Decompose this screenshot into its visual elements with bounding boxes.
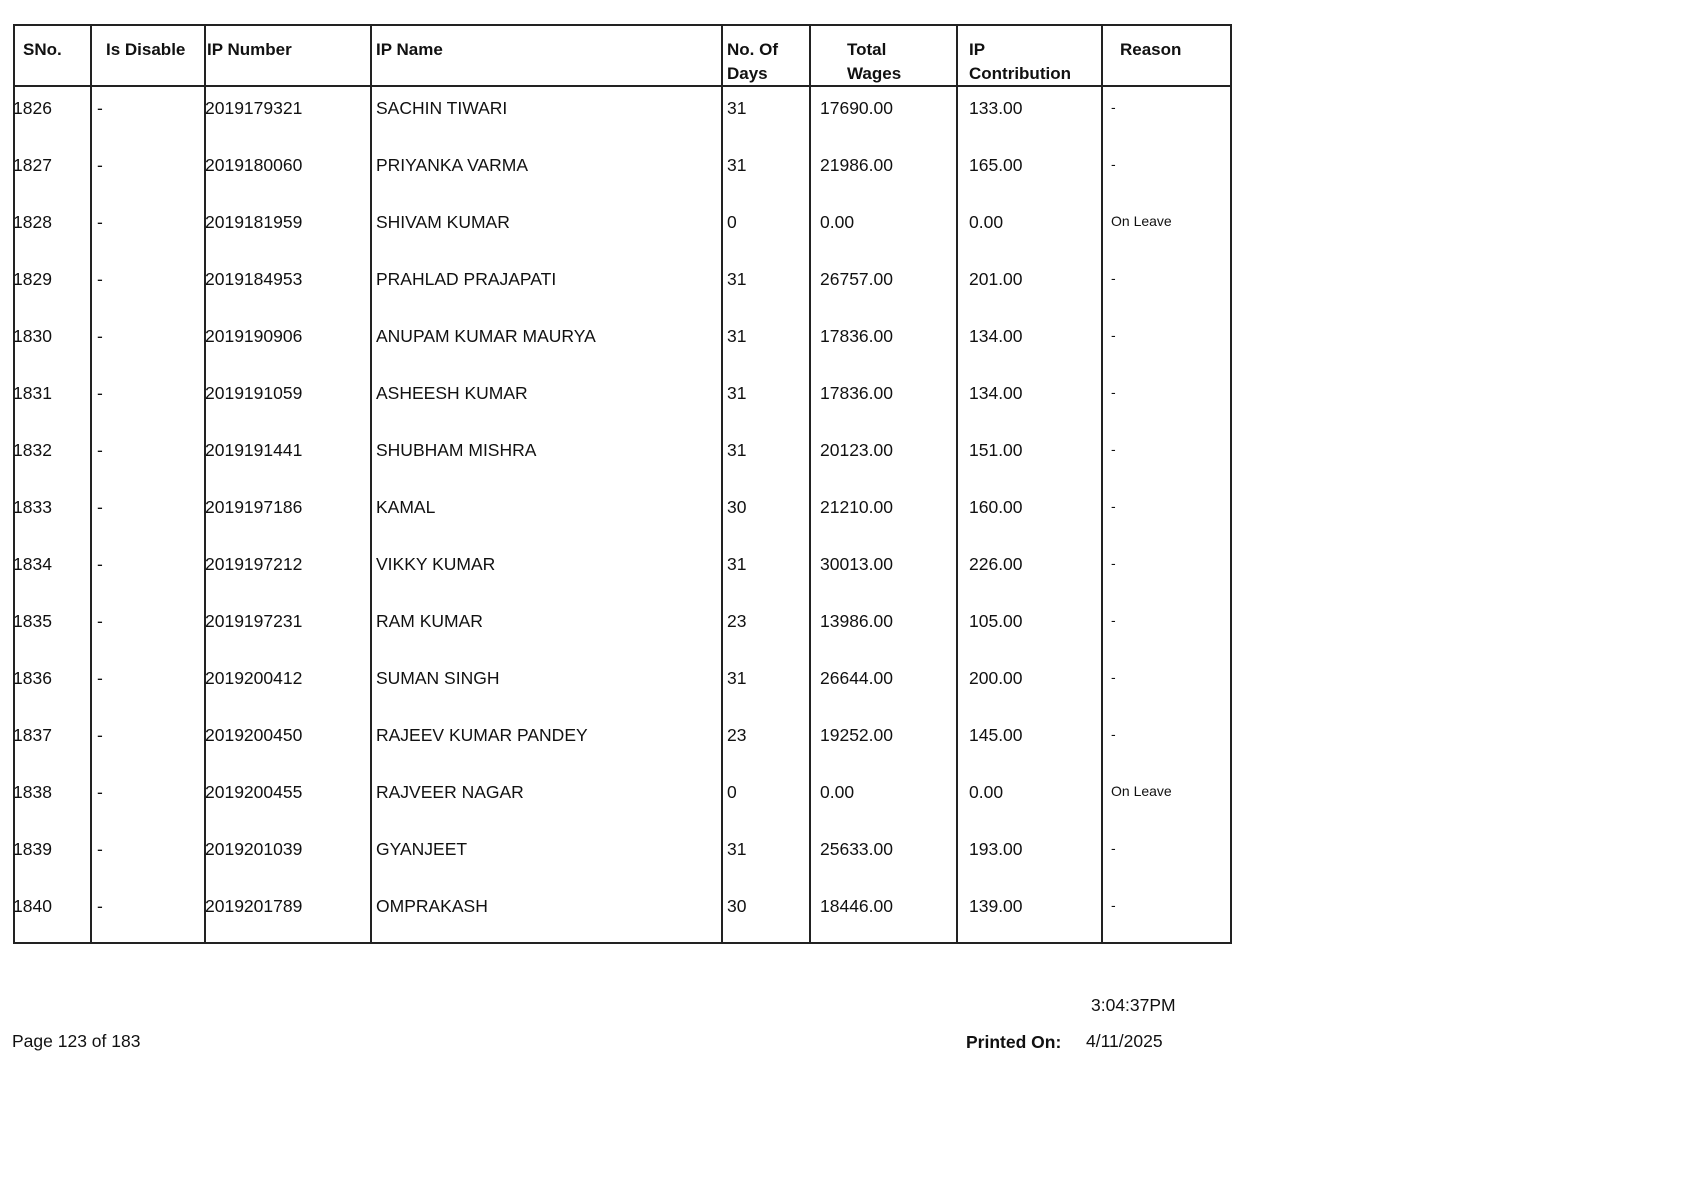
cell-reason: On Leave	[1111, 783, 1172, 799]
cell-wages: 21210.00	[820, 497, 893, 517]
table-row	[15, 657, 1230, 714]
cell-wages: 30013.00	[820, 554, 893, 574]
cell-sno: 1826	[13, 98, 52, 118]
cell-wages: 25633.00	[820, 839, 893, 859]
cell-sno: 1830	[13, 326, 52, 346]
cell-wages: 0.00	[820, 212, 855, 232]
cell-contribution: 105.00	[969, 611, 1023, 631]
header-days-line1: No. Of	[727, 40, 778, 59]
cell-is-disable: -	[97, 554, 103, 574]
cell-ip-name: KAMAL	[376, 497, 436, 517]
cell-contribution: 134.00	[969, 383, 1023, 403]
cell-contribution: 201.00	[969, 269, 1023, 289]
cell-ip-number: 2019190906	[205, 326, 303, 346]
table-row	[15, 87, 1230, 144]
cell-days: 23	[727, 725, 747, 745]
cell-days: 31	[727, 383, 747, 403]
cell-days: 30	[727, 896, 747, 916]
printed-on-label: Printed On:	[966, 1032, 1062, 1052]
cell-sno: 1835	[13, 611, 52, 631]
cell-reason: -	[1111, 270, 1116, 286]
table-row	[15, 201, 1230, 258]
cell-wages: 17690.00	[820, 98, 893, 118]
cell-ip-number: 2019200455	[205, 782, 303, 802]
cell-reason: -	[1111, 669, 1116, 685]
cell-ip-name: SACHIN TIWARI	[376, 98, 508, 118]
cell-wages: 13986.00	[820, 611, 893, 631]
cell-days: 31	[727, 269, 747, 289]
page-info: Page 123 of 183	[12, 1031, 141, 1051]
cell-ip-number: 2019200450	[205, 725, 303, 745]
cell-contribution: 226.00	[969, 554, 1023, 574]
cell-days: 0	[727, 212, 737, 232]
cell-ip-name: RAM KUMAR	[376, 611, 483, 631]
cell-is-disable: -	[97, 725, 103, 745]
cell-ip-number: 2019197212	[205, 554, 303, 574]
cell-days: 31	[727, 554, 747, 574]
header-wages-line1: Total	[847, 40, 887, 59]
table-row	[15, 885, 1230, 942]
cell-reason: -	[1111, 441, 1116, 457]
cell-ip-number: 2019184953	[205, 269, 303, 289]
cell-ip-number: 2019180060	[205, 155, 303, 175]
cell-is-disable: -	[97, 839, 103, 859]
cell-is-disable: -	[97, 155, 103, 175]
header-ip-name: IP Name	[376, 40, 443, 59]
cell-ip-name: GYANJEET	[376, 839, 468, 859]
cell-is-disable: -	[97, 212, 103, 232]
cell-days: 23	[727, 611, 747, 631]
table-row	[15, 372, 1230, 429]
cell-ip-number: 2019201789	[205, 896, 303, 916]
cell-is-disable: -	[97, 383, 103, 403]
header-sno: SNo.	[23, 40, 62, 59]
cell-days: 31	[727, 98, 747, 118]
cell-is-disable: -	[97, 269, 103, 289]
cell-sno: 1833	[13, 497, 52, 517]
cell-is-disable: -	[97, 782, 103, 802]
cell-ip-name: SHIVAM KUMAR	[376, 212, 510, 232]
cell-ip-number: 2019181959	[205, 212, 303, 232]
cell-sno: 1827	[13, 155, 52, 175]
cell-contribution: 160.00	[969, 497, 1023, 517]
header-reason: Reason	[1120, 40, 1182, 59]
cell-ip-number: 2019191059	[205, 383, 303, 403]
cell-ip-name: PRIYANKA VARMA	[376, 155, 529, 175]
cell-days: 31	[727, 839, 747, 859]
cell-reason: -	[1111, 555, 1116, 571]
cell-contribution: 165.00	[969, 155, 1023, 175]
cell-reason: -	[1111, 384, 1116, 400]
cell-sno: 1839	[13, 839, 52, 859]
cell-ip-name: RAJEEV KUMAR PANDEY	[376, 725, 588, 745]
cell-contribution: 0.00	[969, 212, 1004, 232]
cell-contribution: 151.00	[969, 440, 1023, 460]
cell-sno: 1836	[13, 668, 52, 688]
cell-reason: -	[1111, 498, 1116, 514]
cell-wages: 20123.00	[820, 440, 893, 460]
printed-time: 3:04:37PM	[1091, 995, 1176, 1015]
table-row	[15, 600, 1230, 657]
cell-ip-name: PRAHLAD PRAJAPATI	[376, 269, 557, 289]
cell-reason: -	[1111, 897, 1116, 913]
cell-reason: -	[1111, 99, 1116, 115]
cell-sno: 1840	[13, 896, 52, 916]
cell-wages: 18446.00	[820, 896, 893, 916]
cell-ip-number: 2019197186	[205, 497, 303, 517]
cell-ip-number: 2019197231	[205, 611, 303, 631]
cell-ip-name: SHUBHAM MISHRA	[376, 440, 537, 460]
table-row	[15, 429, 1230, 486]
cell-wages: 17836.00	[820, 383, 893, 403]
cell-is-disable: -	[97, 326, 103, 346]
cell-is-disable: -	[97, 611, 103, 631]
table-row	[15, 315, 1230, 372]
cell-is-disable: -	[97, 668, 103, 688]
cell-reason: -	[1111, 612, 1116, 628]
cell-contribution: 133.00	[969, 98, 1023, 118]
contribution-table	[13, 24, 1232, 944]
cell-days: 0	[727, 782, 737, 802]
cell-days: 31	[727, 668, 747, 688]
cell-is-disable: -	[97, 896, 103, 916]
cell-ip-number: 2019200412	[205, 668, 303, 688]
cell-ip-name: OMPRAKASH	[376, 896, 488, 916]
cell-sno: 1837	[13, 725, 52, 745]
cell-wages: 26757.00	[820, 269, 893, 289]
cell-contribution: 139.00	[969, 896, 1023, 916]
cell-wages: 19252.00	[820, 725, 893, 745]
table-row	[15, 258, 1230, 315]
cell-days: 30	[727, 497, 747, 517]
cell-is-disable: -	[97, 497, 103, 517]
cell-is-disable: -	[97, 98, 103, 118]
cell-ip-name: SUMAN SINGH	[376, 668, 500, 688]
cell-sno: 1831	[13, 383, 52, 403]
cell-contribution: 200.00	[969, 668, 1023, 688]
cell-ip-number: 2019179321	[205, 98, 303, 118]
cell-contribution: 134.00	[969, 326, 1023, 346]
cell-reason: -	[1111, 156, 1116, 172]
cell-ip-name: VIKKY KUMAR	[376, 554, 496, 574]
cell-sno: 1838	[13, 782, 52, 802]
cell-ip-number: 2019201039	[205, 839, 303, 859]
cell-wages: 17836.00	[820, 326, 893, 346]
cell-contribution: 193.00	[969, 839, 1023, 859]
header-ip-number: IP Number	[207, 40, 292, 59]
cell-contribution: 145.00	[969, 725, 1023, 745]
cell-contribution: 0.00	[969, 782, 1004, 802]
printed-date: 4/11/2025	[1086, 1031, 1163, 1051]
cell-ip-name: ASHEESH KUMAR	[376, 383, 528, 403]
table-row	[15, 144, 1230, 201]
table-row	[15, 771, 1230, 828]
cell-days: 31	[727, 155, 747, 175]
header-contribution-line1: IP	[969, 40, 986, 59]
cell-ip-name: ANUPAM KUMAR MAURYA	[376, 326, 596, 346]
header-days-line2: Days	[727, 64, 768, 83]
cell-reason: On Leave	[1111, 213, 1172, 229]
cell-ip-name: RAJVEER NAGAR	[376, 782, 524, 802]
cell-sno: 1834	[13, 554, 52, 574]
cell-days: 31	[727, 440, 747, 460]
table-row	[15, 828, 1230, 885]
cell-is-disable: -	[97, 440, 103, 460]
table-row	[15, 543, 1230, 600]
table-row	[15, 486, 1230, 543]
cell-wages: 21986.00	[820, 155, 893, 175]
header-is-disable: Is Disable	[106, 40, 186, 59]
header-contribution-line2: Contribution	[969, 64, 1071, 83]
cell-sno: 1832	[13, 440, 52, 460]
cell-sno: 1829	[13, 269, 52, 289]
cell-reason: -	[1111, 840, 1116, 856]
cell-reason: -	[1111, 327, 1116, 343]
cell-days: 31	[727, 326, 747, 346]
cell-sno: 1828	[13, 212, 52, 232]
cell-wages: 26644.00	[820, 668, 893, 688]
table-row	[15, 714, 1230, 771]
header-wages-line2: Wages	[847, 64, 902, 83]
cell-wages: 0.00	[820, 782, 855, 802]
cell-reason: -	[1111, 726, 1116, 742]
cell-ip-number: 2019191441	[205, 440, 303, 460]
